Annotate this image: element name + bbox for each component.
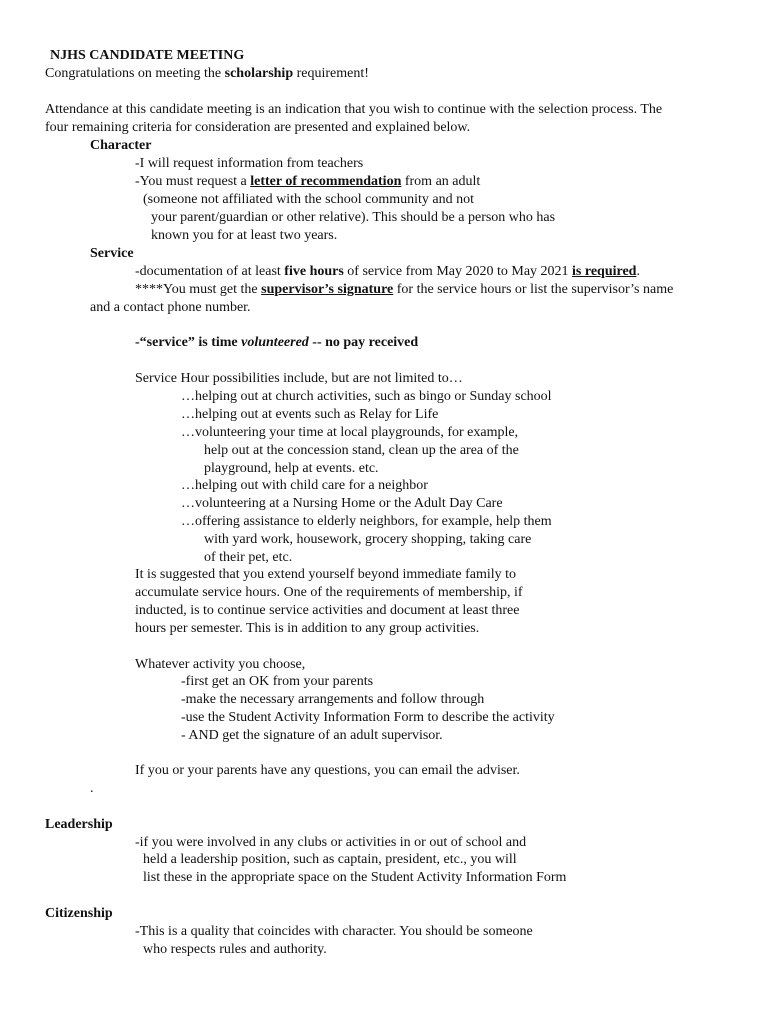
leadership-heading: Leadership — [45, 817, 113, 832]
supervisor-line — [135, 281, 673, 299]
citizenship-line: who respects rules and authority. — [143, 942, 327, 957]
doc-text: -documentation of at least — [135, 264, 285, 279]
doc-period: . — [636, 264, 640, 279]
questions-line: If you or your parents have any questions, you can email the adviser. — [135, 763, 520, 778]
step-item: -make the necessary arrangements and follow through — [181, 692, 485, 707]
doc-hours: five hours — [284, 264, 344, 279]
recommendation-text: -You must request a — [135, 174, 251, 189]
character-line: -I will request information from teachers — [135, 156, 364, 171]
step-item: -first get an OK from your parents — [181, 674, 374, 689]
character-heading: Character — [90, 138, 152, 153]
step-item: - AND get the signature of an adult supervisor. — [181, 728, 443, 743]
step-item: -use the Student Activity Information Form to describe the activity — [181, 710, 555, 725]
congrats-line — [45, 65, 369, 83]
possibility-item: help out at the concession stand, clean up the area of the — [204, 443, 519, 458]
supervisor-text-end: for the service hours or list the supervisor’s name — [393, 282, 674, 297]
character-detail: known you for at least two years. — [151, 228, 338, 243]
possibility-item: playground, help at events. etc. — [204, 461, 379, 476]
possibility-item: …helping out with child care for a neighbor — [181, 478, 428, 493]
possibilities-intro: Service Hour possibilities include, but are not limited to… — [135, 371, 463, 386]
recommendation-emphasis: letter of recommendation — [250, 174, 402, 189]
doc-required: is required — [572, 264, 637, 279]
possibility-item: …helping out at events such as Relay for Life — [181, 407, 439, 422]
suggestion-line: hours per semester. This is in addition to any group activities. — [135, 621, 480, 636]
suggestion-line: It is suggested that you extend yourself beyond immediate family to — [135, 567, 517, 582]
service-documentation-line — [135, 263, 640, 281]
doc-text-mid: of service from May 2020 to May 2021 — [343, 264, 573, 279]
intro-line-2: four remaining criteria for consideration are presented and explained below. — [45, 120, 471, 135]
leadership-line: list these in the appropriate space on the Student Activity Information Form — [143, 870, 567, 885]
intro-line-1: Attendance at this candidate meeting is an indication that you wish to continue with the selection process. The — [45, 102, 663, 117]
congrats-text-end: requirement! — [293, 66, 369, 81]
possibility-item: …offering assistance to elderly neighbors, for example, help them — [181, 514, 552, 529]
supervisor-text: ****You must get the — [135, 282, 262, 297]
volunteer-definition — [135, 334, 418, 352]
citizenship-heading: Citizenship — [45, 906, 113, 921]
leadership-line: held a leadership position, such as captain, president, etc., you will — [143, 852, 517, 867]
page-title: NJHS CANDIDATE MEETING — [50, 48, 245, 63]
supervisor-line-2: and a contact phone number. — [90, 300, 251, 315]
recommendation-text-end: from an adult — [401, 174, 481, 189]
citizenship-line: -This is a quality that coincides with character. You should be someone — [135, 924, 533, 939]
leadership-line: -if you were involved in any clubs or activities in or out of school and — [135, 835, 527, 850]
possibility-item: with yard work, housework, grocery shopping, taking care — [204, 532, 532, 547]
possibility-item: …volunteering your time at local playgrounds, for example, — [181, 425, 519, 440]
possibility-item: of their pet, etc. — [204, 550, 293, 565]
volunteer-text-end: -- no pay received — [308, 335, 419, 350]
congrats-text: Congratulations on meeting the — [45, 66, 225, 81]
possibility-item: …volunteering at a Nursing Home or the Adult Day Care — [181, 496, 503, 511]
recommendation-line — [135, 173, 480, 191]
congrats-bold: scholarship — [224, 66, 294, 81]
suggestion-line: inducted, is to continue service activities and document at least three — [135, 603, 520, 618]
suggestion-line: accumulate service hours. One of the requirements of membership, if — [135, 585, 523, 600]
stray-dot: . — [90, 781, 94, 796]
character-detail: (someone not affiliated with the school community and not — [143, 192, 475, 207]
supervisor-signature: supervisor’s signature — [261, 282, 394, 297]
volunteer-text: -“service” is time — [135, 335, 242, 350]
character-detail: your parent/guardian or other relative). This should be a person who has — [151, 210, 556, 225]
service-heading: Service — [90, 246, 134, 261]
whatever-line: Whatever activity you choose, — [135, 657, 306, 672]
possibility-item: …helping out at church activities, such as bingo or Sunday school — [181, 389, 552, 404]
volunteer-italic: volunteered — [241, 335, 309, 350]
